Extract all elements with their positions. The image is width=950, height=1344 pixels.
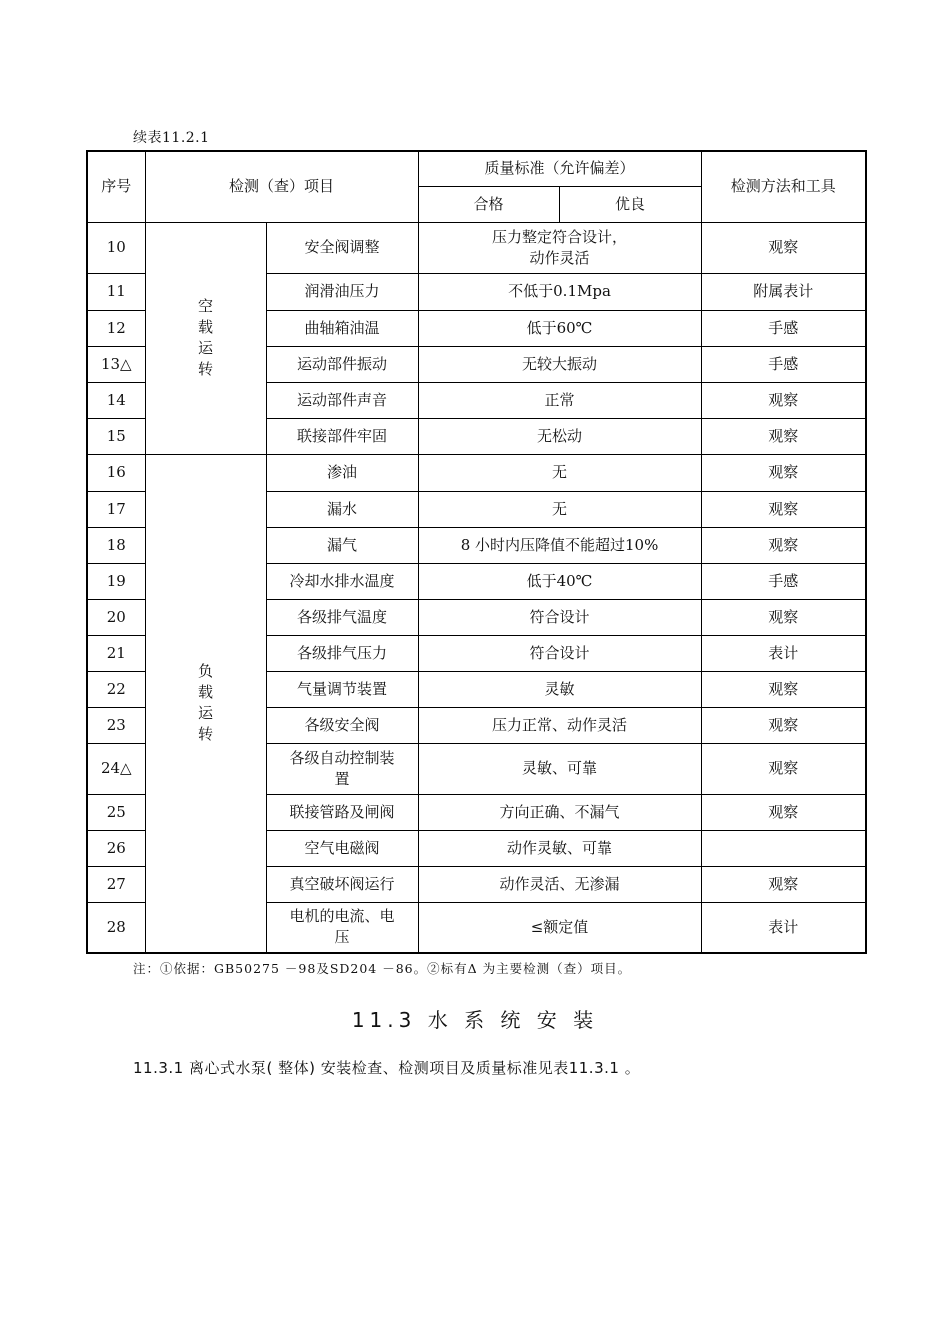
row-item: 运动部件声音 <box>266 382 418 418</box>
row-standard: 动作灵活、无渗漏 <box>418 866 701 902</box>
header-excellent: 优良 <box>559 186 701 222</box>
row-item: 安全阀调整 <box>266 222 418 273</box>
row-item: 冷却水排水温度 <box>266 563 418 599</box>
row-item: 运动部件振动 <box>266 346 418 382</box>
row-method: 观察 <box>701 794 866 830</box>
table-row <box>87 222 866 273</box>
row-standard: 动作灵敏、可靠 <box>418 830 701 866</box>
row-item: 各级排气温度 <box>266 599 418 635</box>
row-standard: 压力整定符合设计， 动作灵活 <box>418 222 701 273</box>
row-item: 气量调节装置 <box>266 671 418 707</box>
row-method: 手感 <box>701 563 866 599</box>
table-caption: 续表11.2.1 <box>133 130 210 146</box>
row-item: 润滑油压力 <box>266 273 418 310</box>
row-method: 观察 <box>701 707 866 743</box>
row-standard: 灵敏、可靠 <box>418 743 701 794</box>
header-qualified: 合格 <box>418 186 559 222</box>
section-title: 11.3 水 系 统 安 装 <box>351 1008 599 1032</box>
header-method: 检测方法和工具 <box>701 151 866 222</box>
row-item: 漏水 <box>266 491 418 527</box>
row-item: 曲轴箱油温 <box>266 310 418 346</box>
row-method: 观察 <box>701 491 866 527</box>
row-no: 20 <box>87 599 145 635</box>
row-no: 12 <box>87 310 145 346</box>
row-standard: 灵敏 <box>418 671 701 707</box>
row-standard: 符合设计 <box>418 599 701 635</box>
row-method: 观察 <box>701 222 866 273</box>
row-standard: 低于60℃ <box>418 310 701 346</box>
clause-text: 11.3.1 离心式水泵( 整体) 安装检查、检测项目及质量标准见表11.3.1 。 <box>133 1059 641 1077</box>
row-standard: 无 <box>418 491 701 527</box>
row-standard: ≤额定值 <box>418 902 701 953</box>
group-load: 负 载 运 转 <box>145 454 266 953</box>
row-no: 24△ <box>87 743 145 794</box>
row-method <box>701 830 866 866</box>
row-method: 手感 <box>701 346 866 382</box>
row-standard: 不低于0.1Mpa <box>418 273 701 310</box>
row-no: 25 <box>87 794 145 830</box>
header-no: 序号 <box>87 151 145 222</box>
row-item: 联接部件牢固 <box>266 418 418 454</box>
row-standard: 正常 <box>418 382 701 418</box>
row-method: 表计 <box>701 635 866 671</box>
row-item: 漏气 <box>266 527 418 563</box>
row-no: 10 <box>87 222 145 273</box>
row-no: 23 <box>87 707 145 743</box>
row-no: 11 <box>87 273 145 310</box>
row-method: 观察 <box>701 418 866 454</box>
row-item: 电机的电流、电 压 <box>266 902 418 953</box>
row-standard: 压力正常、动作灵活 <box>418 707 701 743</box>
row-method: 观察 <box>701 599 866 635</box>
row-standard: 无较大振动 <box>418 346 701 382</box>
row-item: 渗油 <box>266 454 418 491</box>
row-standard: 低于40℃ <box>418 563 701 599</box>
row-method: 观察 <box>701 454 866 491</box>
row-no: 21 <box>87 635 145 671</box>
row-method: 观察 <box>701 527 866 563</box>
row-no: 26 <box>87 830 145 866</box>
row-item: 各级安全阀 <box>266 707 418 743</box>
table-note: 注：①依据：GB50275 －98及SD204 －86。②标有Δ 为主要检测（查）项目。 <box>133 961 632 976</box>
row-method: 表计 <box>701 902 866 953</box>
row-item: 空气电磁阀 <box>266 830 418 866</box>
row-item: 各级排气压力 <box>266 635 418 671</box>
row-method: 手感 <box>701 310 866 346</box>
row-method: 观察 <box>701 866 866 902</box>
row-method: 附属表计 <box>701 273 866 310</box>
header-standard: 质量标准（允许偏差） <box>418 151 701 186</box>
row-no: 15 <box>87 418 145 454</box>
row-item: 真空破坏阀运行 <box>266 866 418 902</box>
table-row <box>87 454 866 491</box>
group-noload: 空 载 运 转 <box>145 222 266 454</box>
row-no: 13△ <box>87 346 145 382</box>
row-item: 联接管路及闸阀 <box>266 794 418 830</box>
row-standard: 符合设计 <box>418 635 701 671</box>
row-standard: 无松动 <box>418 418 701 454</box>
row-no: 17 <box>87 491 145 527</box>
row-method: 观察 <box>701 671 866 707</box>
row-no: 22 <box>87 671 145 707</box>
row-standard: 8 小时内压降值不能超过10% <box>418 527 701 563</box>
header-item: 检测（查）项目 <box>145 151 418 222</box>
row-no: 19 <box>87 563 145 599</box>
row-method: 观察 <box>701 382 866 418</box>
row-method: 观察 <box>701 743 866 794</box>
inspection-table <box>86 150 867 954</box>
row-no: 27 <box>87 866 145 902</box>
row-standard: 方向正确、不漏气 <box>418 794 701 830</box>
row-no: 28 <box>87 902 145 953</box>
row-no: 18 <box>87 527 145 563</box>
row-no: 14 <box>87 382 145 418</box>
row-no: 16 <box>87 454 145 491</box>
row-standard: 无 <box>418 454 701 491</box>
row-item: 各级自动控制装 置 <box>266 743 418 794</box>
